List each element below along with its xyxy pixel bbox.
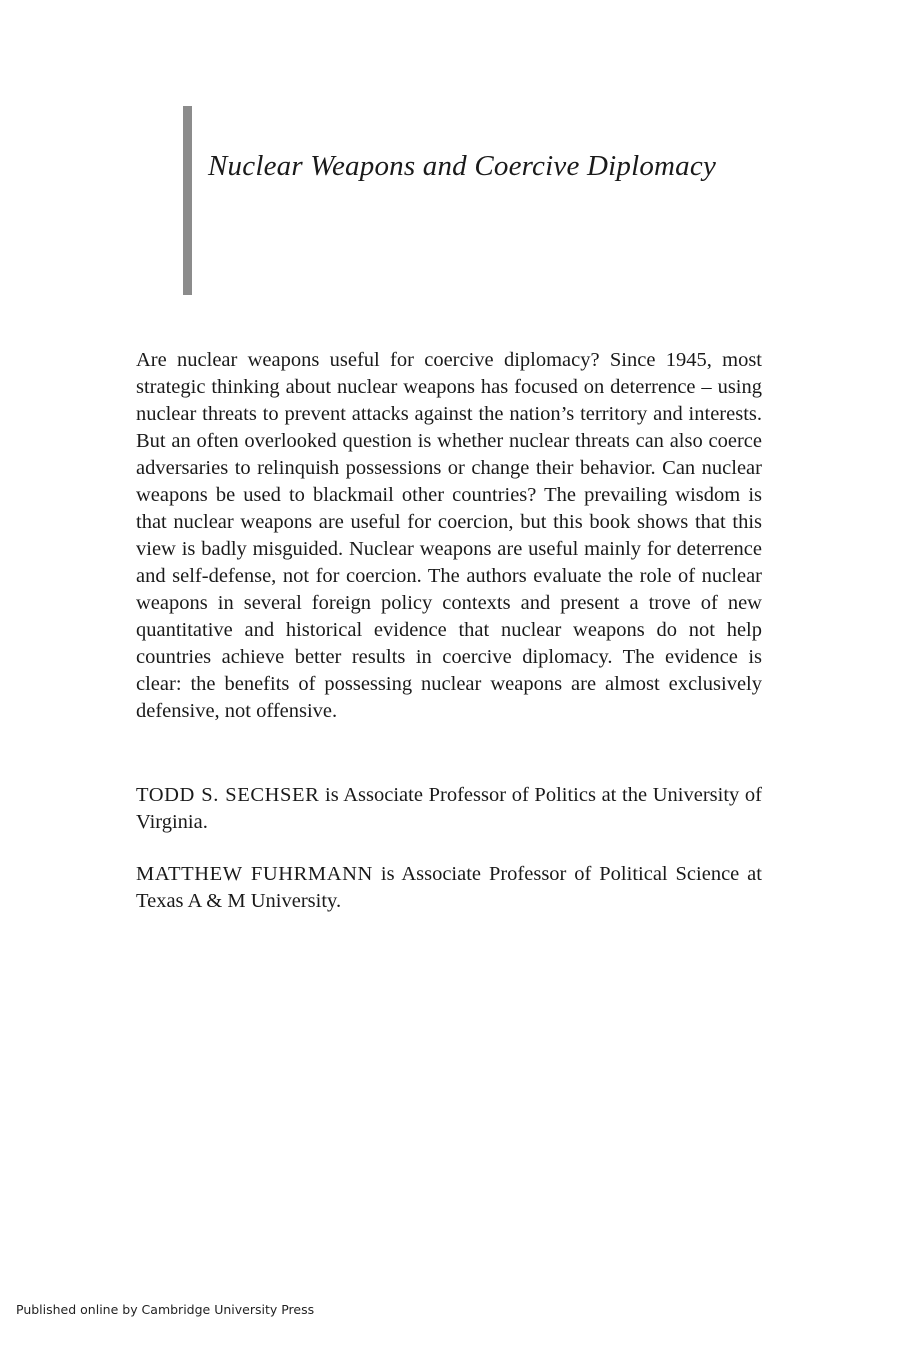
author-description-2: is Associate Professor of Political Science at Texas A & M University. [136,863,762,912]
book-description: Are nuclear weapons useful for coercive diplomacy? Since 1945, most strategic thinking about nuclear weapons has focused on deterrence – using nuclear threats to prevent attacks against the nation’s territory and interests. But an often overlooked question is whether nuclear threats can also coerce adversaries to relinquish possessions or change their behavior. Can nuclear weapons be used to blackmail other countries? The prevailing wisdom is that nuclear weapons are useful for coercion, but this book shows that this view is badly misguided. Nuclear weapons are useful mainly for deterrence and self-defense, not for coercion. The authors evaluate the role of nuclear weapons in several foreign policy contexts and present a trove of new quantitative and historical evidence that nuclear weapons do not help countries achieve better results in coercive diplomacy. The evidence is clear: the benefits of possessing nuclear weapons are almost exclusively defensive, not offensive. [136,349,762,722]
author-name-1: TODD S. SECHSER [136,784,320,806]
publisher-footer: Published online by Cambridge University Press [16,1302,315,1317]
book-title: Nuclear Weapons and Coercive Diplomacy [208,150,717,182]
author-description-1: is Associate Professor of Politics at the University of Virginia. [136,784,762,833]
author-bio-2 [136,861,762,915]
author-bio-1 [136,782,762,836]
title-accent-bar [183,106,192,295]
author-name-2: MATTHEW FUHRMANN [136,863,373,885]
